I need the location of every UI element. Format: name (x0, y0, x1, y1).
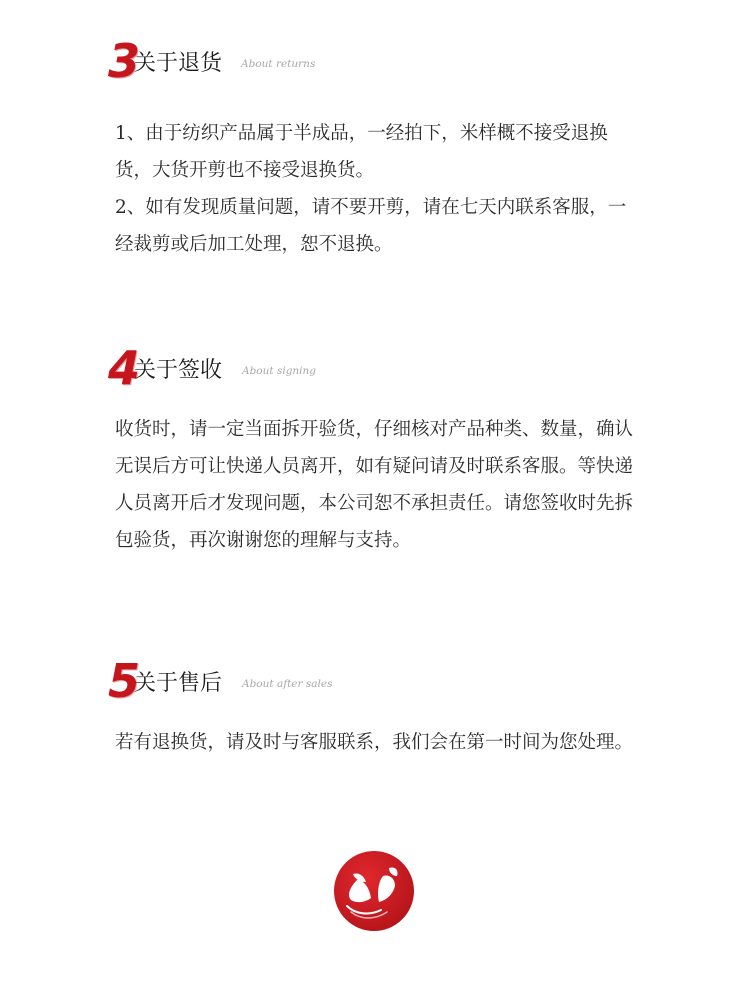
section-title: 关于签收 (134, 358, 223, 383)
section-title: 关于退货 (134, 51, 223, 76)
section-subtitle: About after sales (242, 678, 333, 690)
section-subtitle: About signing (242, 365, 317, 377)
section-subtitle: About returns (241, 58, 316, 70)
paragraph: 若有退换货，请及时与客服联系，我们会在第一时间为您处理。 (115, 732, 634, 753)
section-number: 5 (108, 654, 139, 708)
section-body (115, 411, 635, 559)
paragraph: 2、如有发现质量问题，请不要开剪，请在七天内联系客服，一经裁剪或后加工处理，恕不退换。 (115, 197, 627, 255)
section-number: 3 (108, 34, 139, 88)
paragraph: 收货时，请一定当面拆开验货，仔细核对产品种类、数量，确认无误后方可让快递人员离开，如有疑问请及时联系客服。等快递人员离开后才发现问题，本公司恕不承担责任。请您签收时先拆包验货，再次谢谢您的理解与支持。 (115, 419, 634, 551)
section-number: 4 (108, 341, 139, 395)
section-body (115, 724, 635, 761)
paragraph: 1、由于纺织产品属于半成品，一经拍下，米样概不接受退换货，大货开剪也不接受退换货。 (115, 123, 608, 181)
section-title: 关于售后 (134, 671, 223, 696)
section-body (115, 115, 635, 263)
butterfly-logo-icon (333, 850, 415, 932)
